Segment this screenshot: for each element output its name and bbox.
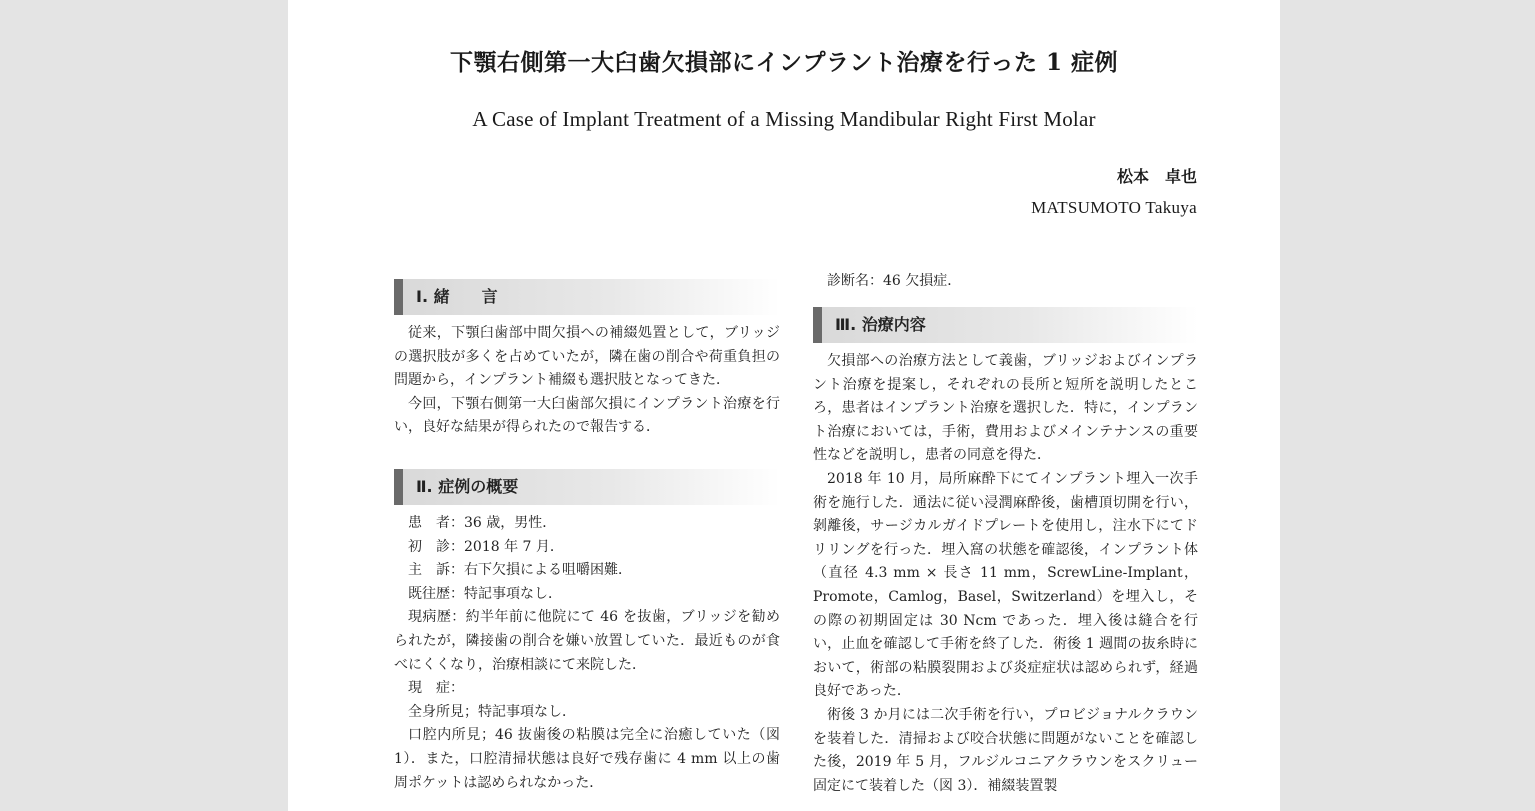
case-item-patient: 患 者：36 歳，男性． [408, 514, 557, 531]
paragraph: 2018 年 10 月，局所麻酔下にてインプラント埋入一次手術を施行した．通法に従い浸潤麻酔後，歯槽頂切開を行い，剝離後，サージカルガイドプレートを使用し，注水下にてドリリングを行った．埋入窩の状態を確認後，インプラント体（直径 4.3 mm × 長さ 11 mm，ScrewLine-Implant，Promote，Camlog，Basel，Switzerland）を埋入し，その際の初期固定は 30 Ncm であった．埋入後は縫合を行い，止血を確認して手術を終了した．術後 1 週間の抜糸時において，術部の粘膜裂開および炎症症状は認められず，経過良好であった． [813, 470, 1198, 700]
author-japanese: 松本 卓也 [1116, 167, 1197, 186]
case-item-first-visit: 初 診：2018 年 7 月． [408, 538, 564, 555]
case-item-medical-history: 既往歴：特記事項なし． [408, 585, 562, 602]
title-japanese: 下顎右側第一大臼歯欠損部にインプラント治療を行った 1 症例 [449, 49, 1119, 76]
paragraph: 今回，下顎右側第一大臼歯部欠損にインプラント治療を行い，良好な結果が得られたので報告する． [394, 395, 780, 436]
case-item-oral-findings: 口腔内所見；46 抜歯後の粘膜は完全に治癒していた（図 1）．また，口腔清掃状態は良好で残存歯に 4 mm 以上の歯周ポケットは認められなかった． [394, 727, 780, 791]
case-item-general-findings: 全身所見；特記事項なし． [408, 703, 576, 720]
section-heading-case-overview: Ⅱ. 症例の概要 [394, 469, 780, 505]
section-heading-introduction: Ⅰ. 緒 言 [394, 279, 780, 315]
section-heading-treatment: Ⅲ. 治療内容 [813, 307, 1198, 343]
case-item-present-illness: 現病歴：約半年前に他院にて 46 を抜歯，ブリッジを勧められたが，隣接歯の削合を嫌い放置していた．最近ものが食べにくくなり，治療相談にて来院した． [394, 609, 780, 673]
paragraph: 欠損部への治療方法として義歯，ブリッジおよびインプラント治療を提案し，それぞれの長所と短所を説明したところ，患者はインプラント治療を選択した．特に，インプラント治療においては，手術，費用およびメインテナンスの重要性などを説明し，患者の同意を得た． [813, 353, 1198, 464]
left-column [394, 270, 780, 795]
case-item-chief-complaint: 主 訴：右下欠損による咀嚼困難． [408, 562, 632, 579]
case-item-present-findings-label: 現 症： [408, 680, 464, 697]
right-column [813, 270, 1198, 798]
author-english: MATSUMOTO Takuya [1031, 198, 1197, 217]
diagnosis: 診断名：46 欠損症． [827, 273, 962, 289]
document-page [288, 0, 1280, 811]
paragraph: 従来，下顎臼歯部中間欠損への補綴処置として，ブリッジの選択肢が多くを占めていたが，隣在歯の削合や荷重負担の問題から，インプラント補綴も選択肢となってきた． [394, 325, 780, 389]
paragraph: 術後 3 か月には二次手術を行い，プロビジョナルクラウンを装着した．清掃および咬合状態に問題がないことを確認した後，2019 年 5 月，フルジルコニアクラウンをスクリュー固定にて装着した（図 3）．補綴装置製 [813, 706, 1198, 794]
title-english: A Case of Implant Treatment of a Missing Mandibular Right First Molar [472, 107, 1096, 131]
